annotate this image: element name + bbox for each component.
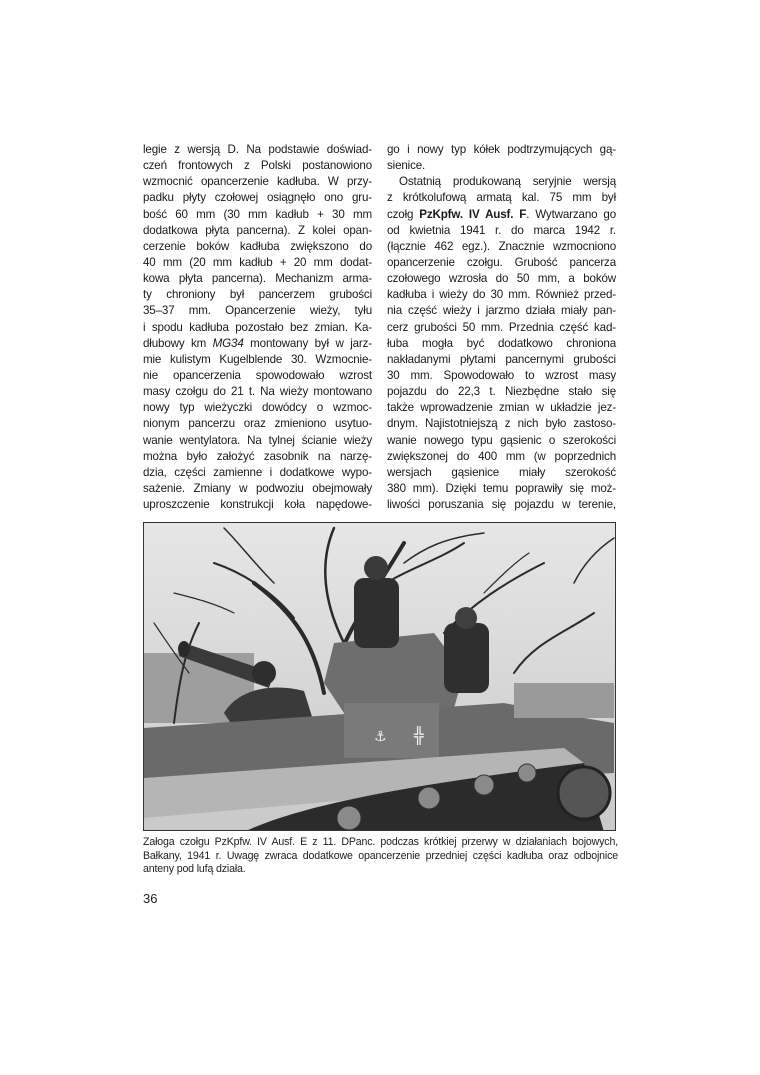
text-line: wanie nowego typu gąsienic o szerokości [387, 433, 616, 447]
text-line: czołowego wzrosła do 50 mm, a boków [387, 272, 616, 286]
text-line: 35–37 mm. Opancerzenie wieży, tyłu [143, 304, 372, 318]
text-line: zwiększonej do 400 mm (w poprzednich [387, 449, 616, 463]
bold-term: PzKpfw. IV Ausf. F [419, 207, 527, 221]
italic-term: MG34 [212, 336, 244, 350]
tank-photo-illustration [144, 523, 616, 831]
text-line: bość 60 mm (30 mm kadłub + 30 mm [143, 207, 372, 221]
text-line: od kwietnia 1941 r. do marca 1942 r. [387, 223, 616, 237]
text-line: cerzenie boków kadłuba zwiększono do [143, 239, 372, 253]
photo-caption [143, 836, 618, 877]
tank-photograph [143, 522, 616, 831]
text-line: legie z wersją D. Na podstawie doświad- [143, 143, 372, 156]
text-line: także wprowadzenie zmian w układzie jez- [387, 401, 616, 415]
text-line: pojazdu do 22,3 t. Niezbędne stało się [387, 385, 616, 399]
text-line: nowy typ wieżyczki dowódcy o wzmoc- [143, 401, 372, 415]
right-text-column [387, 142, 616, 513]
text-line: dnym. Najistotniejszą z nich było zastoso- [387, 417, 616, 431]
text-line: masy czołgu do 21 t. Na wieży montowano [143, 385, 372, 399]
text-line: kadłuba i wieży do 30 mm. Również przed- [387, 288, 616, 302]
text-line: ty chroniony był pancerzem grubości [143, 288, 372, 302]
text-line: wanie wentylatora. Na tylnej ścianie wieży [143, 433, 372, 447]
text-line: nionym pancerzu oraz zmieniono usytuo- [143, 417, 372, 431]
text-line: z krótkolufową armatą kal. 75 mm był [387, 191, 616, 205]
text-line: czeń frontowych z Polski postanowiono [143, 159, 372, 173]
text-line-mixed [387, 207, 616, 223]
text-line: łuba mogła być dodatkowo chroniona [387, 336, 616, 350]
text-line: dodatkowa płyta pancerna). Z kolei opan- [143, 223, 372, 237]
text-run: dłubowy km [143, 336, 213, 350]
text-line: padku płyty czołowej osiągnęło ono gru- [143, 191, 372, 205]
text-line: sażenie. Zmiany w podwoziu obejmowały [143, 481, 372, 495]
text-line: sienice. [387, 159, 426, 173]
page-number: 36 [143, 891, 158, 906]
text-line: nakładanymi płytami pancernymi grubości [387, 352, 616, 366]
text-line: kowa płyta pancerna). Mechanizm arma- [143, 272, 372, 286]
left-text-column [143, 142, 372, 513]
text-line: można było założyć zasobnik na narzę- [143, 449, 372, 463]
text-run: . Wytwarzano go [526, 207, 616, 221]
text-line: liwości poruszania się pojazdu w terenie, [387, 498, 616, 512]
text-line: 40 mm (20 mm kadłub + 20 mm dodat- [143, 255, 372, 269]
text-line: dzia, części zamienne i dodatkowe wypo- [143, 465, 372, 479]
text-line: cerz grubości 50 mm. Przednia część kad- [387, 320, 616, 334]
caption-line: Załoga czołgu PzKpfw. IV Ausf. E z 11. DPanc. podczas krótkiej przerwy w działaniach bojowych, [143, 836, 618, 848]
text-run: montowany był w jarz- [243, 336, 372, 350]
text-line: (łącznie 462 egz.). Znacznie wzmocniono [387, 239, 616, 253]
text-line: 30 mm. Spowodowało to wzrost masy [387, 368, 616, 382]
text-line: go i nowy typ kółek podtrzymujących gą- [387, 143, 616, 156]
text-line: wzmocnić opancerzenie kadłuba. W przy- [143, 175, 372, 189]
text-line: 380 mm). Dzięki temu poprawiły się moż- [387, 481, 616, 495]
text-line: i spodu kadłuba pozostało bez zmian. Ka- [143, 320, 372, 334]
caption-line: Bałkany, 1941 r. Uwagę zwraca dodatkowe opancerzenie przedniej części kadłuba oraz odbojnice [143, 849, 618, 862]
text-line: opancerzenie czołgu. Grubość pancerza [387, 255, 616, 269]
paragraph-start: Ostatnią produkowaną seryjnie wersją [399, 175, 616, 189]
text-line: uproszczenie konstrukcji koła napędowe- [143, 498, 372, 512]
svg-text:╬: ╬ [414, 726, 424, 745]
text-line: mie kulistym Kugelblende 30. Wzmocnie- [143, 352, 372, 366]
text-line: nie opancerzenia spowodowało wzrost [143, 368, 372, 382]
text-line-mixed [143, 336, 372, 352]
svg-text:⚓: ⚓ [374, 729, 387, 745]
text-run: czołg [387, 207, 420, 221]
caption-line: anteny pod lufą działa. [143, 863, 246, 875]
text-line: nia część wieży i jarzmo działa miały pan- [387, 304, 616, 318]
text-line: wersjach gąsienice miały szerokość [387, 465, 616, 479]
